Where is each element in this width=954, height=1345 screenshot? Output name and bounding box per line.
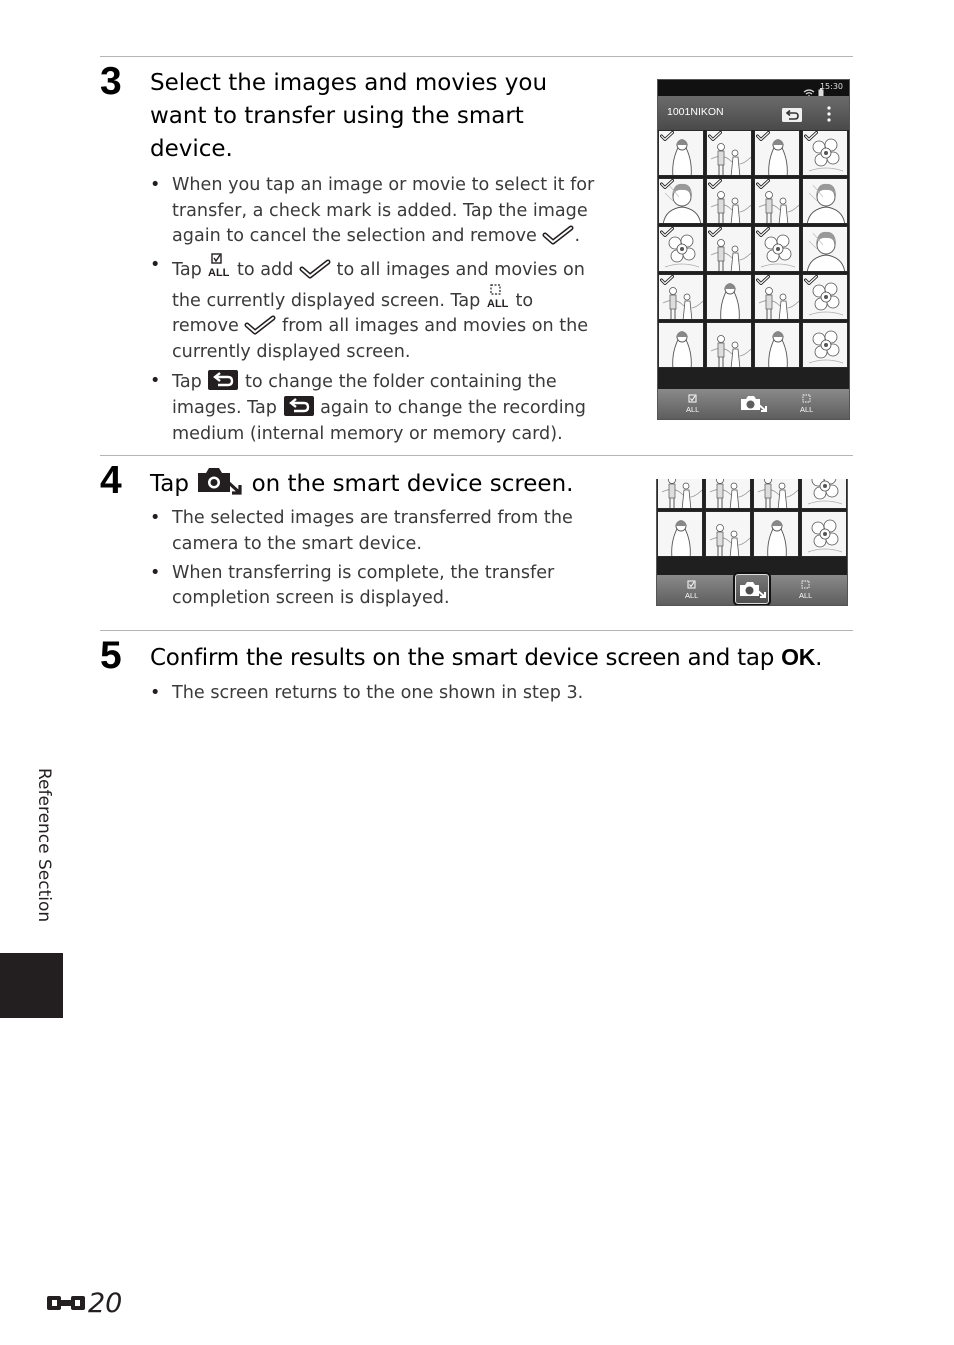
- bullet-item: • The screen returns to the one shown in step 3.: [150, 681, 750, 707]
- check-mark-icon: [660, 227, 674, 237]
- thumbnail-image[interactable]: [802, 274, 848, 320]
- step-4-bullets: [150, 506, 600, 615]
- thumbnail-image[interactable]: [802, 226, 848, 272]
- bullet-item: • When transferring is complete, the transfer completion screen is displayed.: [150, 561, 600, 612]
- camera-transfer-icon: [739, 581, 767, 599]
- more-vertical-icon[interactable]: [827, 106, 831, 126]
- check-mark-icon: [244, 315, 276, 335]
- step-title-text: Tap: [150, 471, 189, 497]
- bullet-item: • The selected images are transferred from the camera to the smart device.: [150, 506, 600, 557]
- bullet-text: .: [574, 226, 581, 246]
- thumbnail-image[interactable]: [658, 178, 704, 224]
- deselect-all-icon: [801, 580, 811, 589]
- thumbnail-image[interactable]: [658, 274, 704, 320]
- thumbnail-image[interactable]: [658, 322, 704, 368]
- deselect-all-icon: [802, 394, 812, 403]
- folder-switch-button[interactable]: [782, 107, 802, 126]
- check-mark-icon: [756, 227, 770, 237]
- page-number: [46, 1288, 122, 1321]
- check-mark-icon: [660, 131, 674, 141]
- thumbnail-image[interactable]: [657, 479, 703, 509]
- step-title-text: Confirm the results on the smart device screen and tap: [150, 645, 775, 671]
- check-mark-icon: [756, 179, 770, 189]
- thumbnail-image[interactable]: [754, 274, 800, 320]
- select-all-label: ALL: [685, 591, 699, 600]
- step-title-text: .: [815, 645, 823, 671]
- thumbnail-image[interactable]: [753, 479, 799, 509]
- bullet-text: from all images and movies on the currently displayed screen.: [172, 316, 589, 362]
- thumbnail-image[interactable]: [658, 130, 704, 176]
- bullet-text: again to change the recording medium (internal memory or memory card).: [172, 398, 586, 444]
- ok-label: OK: [781, 644, 816, 670]
- divider-top: [100, 56, 853, 57]
- check-mark-icon: [756, 131, 770, 141]
- smart-device-screen-step4: [656, 479, 848, 606]
- image-grid: [658, 130, 849, 370]
- step-5-bullets: [150, 681, 750, 710]
- thumbnail-image[interactable]: [657, 511, 703, 557]
- check-mark-icon: [708, 227, 722, 237]
- bullet-item: [150, 369, 600, 448]
- thumbnail-image[interactable]: [802, 178, 848, 224]
- step-title: [150, 641, 870, 675]
- side-section-label: Reference Section: [34, 768, 54, 923]
- bullet-text: to remove: [172, 290, 534, 336]
- thumbnail-image[interactable]: [658, 226, 704, 272]
- bullet-text: Tap: [172, 371, 202, 392]
- thumbnail-image[interactable]: [754, 130, 800, 176]
- bullet-text: to change the folder containing the images. Tap: [172, 371, 557, 418]
- check-mark-icon: [708, 179, 722, 189]
- step-number: 5: [100, 634, 122, 677]
- bottom-toolbar: [658, 389, 849, 419]
- check-mark-icon: [660, 179, 674, 189]
- camera-transfer-button[interactable]: [740, 395, 768, 415]
- thumbnail-image[interactable]: [705, 511, 751, 557]
- app-bar: [658, 96, 849, 130]
- thumbnail-image[interactable]: [754, 226, 800, 272]
- check-mark-icon: [299, 259, 331, 279]
- deselect-all-button[interactable]: [800, 394, 813, 414]
- page-number-text: 20: [88, 1288, 123, 1319]
- folder-switch-icon: [283, 395, 315, 417]
- check-mark-icon: [542, 225, 574, 245]
- bullet-text: When you tap an image or movie to select it for transfer, a check mark is added. Tap the image again to cancel the selection and remove: [172, 175, 595, 246]
- svg-text:ALL: ALL: [208, 267, 230, 279]
- camera-transfer-button[interactable]: [733, 572, 771, 606]
- select-all-icon: [207, 253, 231, 279]
- folder-switch-icon: [207, 369, 239, 391]
- thumbnail-image[interactable]: [706, 274, 752, 320]
- step-number: 3: [100, 60, 122, 103]
- bullet-item: [150, 173, 600, 250]
- deselect-all-button[interactable]: [799, 580, 812, 600]
- camera-transfer-icon: [196, 466, 244, 496]
- deselect-all-label: ALL: [799, 591, 813, 600]
- thumbnail-image[interactable]: [705, 479, 751, 509]
- smart-device-screen-step3: [657, 79, 850, 420]
- bullet-text: Tap: [172, 260, 202, 280]
- thumbnail-image[interactable]: [706, 322, 752, 368]
- camera-transfer-icon: [740, 395, 768, 413]
- divider-step5: [100, 630, 853, 631]
- select-all-icon: [688, 394, 698, 403]
- folder-name: 1001NIKON: [667, 106, 724, 118]
- thumbnail-image[interactable]: [754, 178, 800, 224]
- select-all-button[interactable]: [686, 394, 699, 414]
- deselect-all-label: ALL: [800, 405, 814, 414]
- divider-step4: [100, 455, 853, 456]
- bullet-text: to all images and movies on the currently displayed screen. Tap: [172, 260, 585, 311]
- select-all-icon: [687, 580, 697, 589]
- bullet-text: to add: [236, 260, 294, 280]
- check-mark-icon: [804, 131, 818, 141]
- image-grid: [657, 479, 847, 541]
- step-3-bullets: [150, 173, 600, 451]
- thumbnail-image[interactable]: [753, 511, 799, 557]
- reference-section-icon: [46, 1290, 86, 1321]
- check-mark-icon: [804, 275, 818, 285]
- step-title: Select the images and movies you want to transfer using the smart device.: [150, 70, 548, 162]
- thumbnail-image[interactable]: [801, 479, 847, 509]
- thumbnail-image[interactable]: [801, 511, 847, 557]
- check-mark-icon: [660, 275, 674, 285]
- thumbnail-image[interactable]: [802, 130, 848, 176]
- deselect-all-icon: [486, 284, 510, 310]
- select-all-button[interactable]: [685, 580, 698, 600]
- thumbnail-image[interactable]: [706, 130, 752, 176]
- check-mark-icon: [708, 131, 722, 141]
- select-all-label: ALL: [686, 405, 700, 414]
- step-number: 4: [100, 459, 122, 502]
- step-5: [100, 634, 860, 714]
- thumbnail-image[interactable]: [706, 178, 752, 224]
- step-title: [150, 466, 620, 501]
- status-bar: [658, 80, 849, 96]
- step-title-text: on the smart device screen.: [251, 471, 574, 497]
- bullet-item: [150, 253, 600, 365]
- thumbnail-image[interactable]: [802, 322, 848, 368]
- thumbnail-image[interactable]: [754, 322, 800, 368]
- thumbnail-image[interactable]: [706, 226, 752, 272]
- svg-text:ALL: ALL: [486, 297, 509, 310]
- section-tab-marker: [0, 953, 63, 1018]
- status-time: 15:30: [819, 82, 843, 91]
- bottom-toolbar: [657, 575, 847, 605]
- check-mark-icon: [756, 275, 770, 285]
